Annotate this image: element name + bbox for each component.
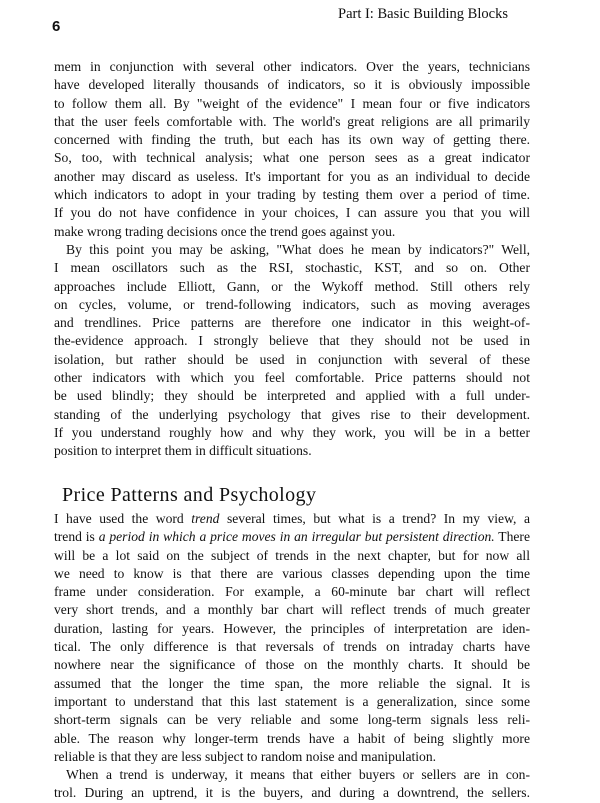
text-line: By this point you may be asking, "What does he mean by indicators?" Well,: [66, 241, 530, 257]
text-line: and trendlines. Price patterns are therefore one indicator in this weight-of-: [54, 315, 530, 331]
paragraph: [54, 58, 530, 241]
text-line: I mean oscillators such as the RSI, stochastic, KST, and so on. Other: [54, 260, 530, 276]
text-line: If you understand roughly how and why they work, you will be in a better: [54, 424, 530, 440]
text-line: will be a lot said on the subject of trends in the next chapter, but for now all: [54, 547, 530, 563]
text-line: mem in conjunction with several other indicators. Over the years, technicians: [54, 59, 530, 74]
text-line: which indicators to adopt in your trading by testing them over a period of time.: [54, 187, 530, 203]
text-line: reliable is that they are less subject to random noise and manipulation.: [54, 748, 437, 764]
text-line: on cycles, volume, or trend-following indicators, such as moving averages: [54, 296, 530, 312]
text-line: nowhere near the significance of those on the monthly charts. It should be: [54, 657, 530, 673]
text-line: If you do not have confidence in your choices, I can assure you that you will: [54, 205, 530, 221]
text-line: to follow them all. By "weight of the evidence" I mean four or five indicators: [54, 95, 530, 111]
text-line: short-term signals can be very reliable and some long-term signals less reli-: [54, 712, 530, 728]
text-line: trol. During an uptrend, it is the buyers, and during a downtrend, the sellers.: [54, 785, 530, 801]
text-line: position to interpret them in difficult situations.: [54, 443, 312, 459]
text-run: There: [494, 529, 530, 545]
body-section-2: [54, 510, 530, 803]
text-line: tical. The only difference is that reversals of trends on intraday charts have: [54, 639, 530, 655]
italic-definition: a period in which a price moves in an irregular but persistent direction.: [98, 529, 495, 545]
paragraph: [54, 241, 530, 461]
text-line: standing of the underlying psychology that gives rise to their development.: [54, 406, 530, 422]
paragraph: [54, 510, 530, 766]
text-line: have developed literally thousands of indicators, so it is obviously impossible: [54, 77, 530, 93]
text-line: approaches include Elliott, Gann, or the Wykoff method. Still others rely: [54, 278, 530, 294]
text-line: [54, 510, 530, 528]
section-heading: Price Patterns and Psychology: [62, 484, 317, 506]
text-run: several times, but what is a trend? In my view, a: [219, 511, 530, 526]
text-line: very short trends, and a monthly bar chart will reflect trends of much greater: [54, 602, 530, 618]
text-line: So, too, with technical analysis; what one person sees as a great indicator: [54, 150, 530, 166]
text-line: isolation, but rather should be used in conjunction with several of these: [54, 351, 530, 367]
text-run: trend is: [54, 529, 99, 545]
text-line: be used blindly; they should be interpreted and applied with a full under-: [54, 388, 530, 404]
text-line: assumed that the longer the time span, the more reliable the signal. It is: [54, 675, 530, 691]
text-line: concerned with finding the truth, but each has its own way of getting there.: [54, 132, 530, 148]
text-line: frame under consideration. For example, a 60-minute bar chart will reflect: [54, 584, 530, 600]
text-line: important to understand that this last statement is a generalization, since some: [54, 693, 530, 709]
running-head: Part I: Basic Building Blocks: [338, 6, 508, 22]
page-number: 6: [52, 18, 61, 35]
body-section-1: [54, 58, 530, 461]
text-line: make wrong trading decisions once the trend goes against you.: [54, 223, 396, 239]
text-line: another may discard as useless. It's important for you as an individual to decide: [54, 168, 530, 184]
italic-term: trend: [191, 511, 220, 526]
text-line: [54, 528, 530, 546]
text-line: other indicators with which you feel comfortable. Price patterns should not: [54, 370, 530, 386]
text-line: When a trend is underway, it means that either buyers or sellers are in con-: [66, 767, 530, 783]
text-line: the-evidence approach. I strongly believe that they should not be used in: [54, 333, 530, 349]
text-run: I have used the word: [54, 511, 192, 526]
text-line: duration, lasting for years. However, the principles of interpretation are iden-: [54, 620, 530, 636]
paragraph: [54, 766, 530, 803]
text-line: that the user feels comfortable with. The world's great religions are all primarily: [54, 113, 530, 129]
text-line: able. The reason why longer-term trends have a habit of being slightly more: [54, 730, 530, 746]
text-line: we need to know is that there are various classes depending upon the time: [54, 565, 530, 581]
